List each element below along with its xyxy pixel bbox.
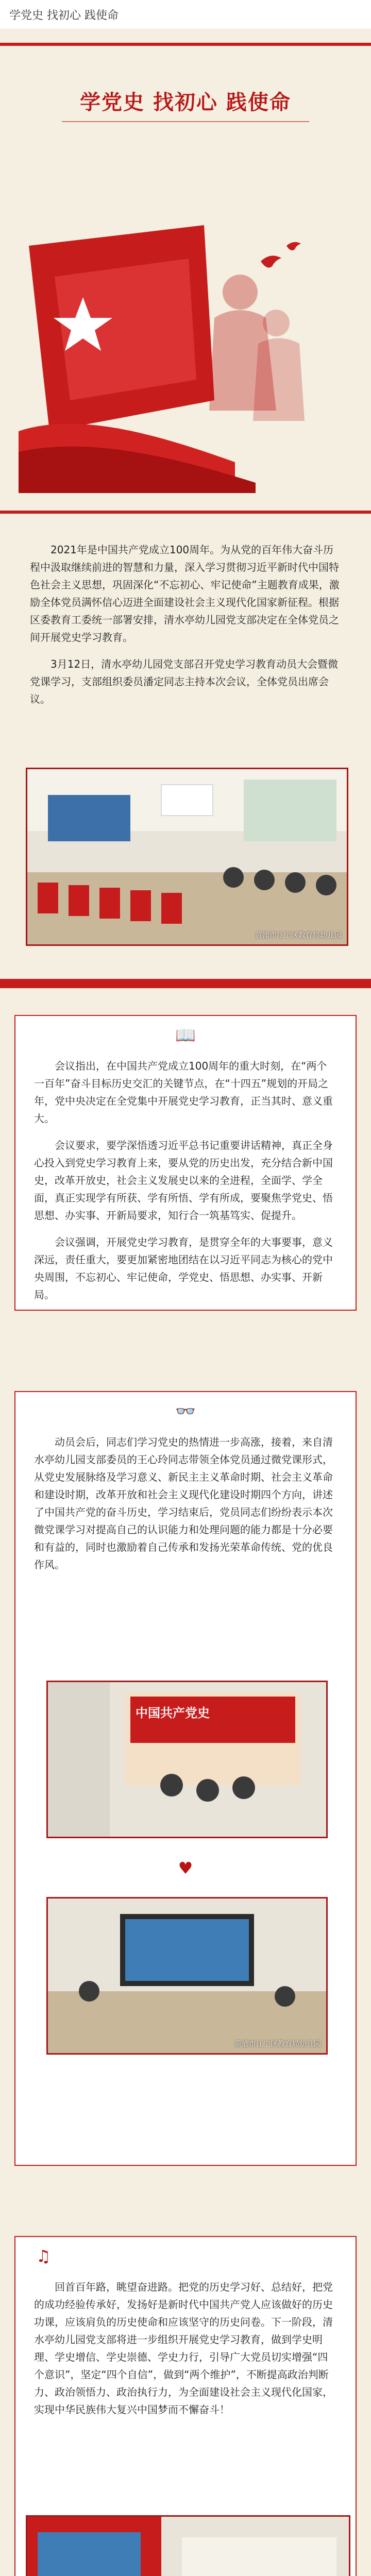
glasses-icon: 👓	[175, 1401, 196, 1421]
speaker-illustration	[48, 1899, 326, 2053]
summary-paragraph-2: 会议要求，要学深悟透习近平总书记重要讲话精神，真正全身心投入到党史学习教育上来，要从党的历史出发，充分结合新中国史，改革开放史，社会主义发展史以来的全进程，全面学、学全面，真正实现学有所获、学有所悟、学有所成，要聚焦学党史、悟思想、办实事、开新局要求，知行合一筑基笃实、促提升。	[34, 1139, 333, 1222]
meeting-photo-4	[26, 2515, 350, 2576]
saluting-figures-icon	[209, 275, 305, 421]
closing-card	[14, 2236, 357, 2576]
group-meeting-illustration	[27, 2517, 349, 2576]
party-flag-illustration	[19, 215, 307, 493]
article-title: 学党史 找初心 践使命	[9, 9, 119, 22]
meeting-photo-3	[46, 1897, 328, 2055]
photo-banner-2: 中国共产党史	[136, 1706, 210, 1720]
meeting-photo-1	[26, 768, 348, 946]
article-header-bar	[0, 0, 371, 29]
dove-icon	[261, 242, 301, 268]
intro-paragraph-2: 3月12日，清水亭幼儿园党支部召开党史学习教育动员大会暨微党课学习，支部组织委员潘定同志主持本次会议，全体党员出席会议。	[30, 658, 339, 705]
summary-paragraph-1: 会议指出，在中国共产党成立100周年的重大时刻，在“两个一百年”奋斗目标历史交汇的关键节点，在“十四五”规划的开局之年，党中央决定在全党集中开展党史学习教育，正当其时、意义重大。	[34, 1060, 333, 1125]
hero-banner	[0, 29, 371, 534]
hero-title: 学党史 找初心 践使命	[80, 91, 291, 114]
intro-paragraph-1: 2021年是中国共产党成立100周年。为从党的百年伟大奋斗历程中汲取继续前进的智慧和力量，深入学习贯彻习近平新时代中国特色社会主义思想，巩固深化“不忘初心、牢记使命”主题教育成果，激励全体党员满怀信心迈进全面建设社会主义现代化国家新征程。根据区委教育工委统一部署安排，清水亭幼儿园党支部决定在全体党员之间开展党史学习教育。	[30, 544, 340, 643]
micro-lecture-card	[14, 1391, 357, 2166]
heart-icon: ♥	[178, 1858, 193, 1878]
intro-section	[30, 541, 341, 717]
hero-divider	[62, 121, 309, 122]
meeting-room-illustration	[27, 769, 347, 944]
red-ribbon-icon	[19, 423, 256, 493]
section-divider-1	[0, 979, 371, 988]
micro-lecture-text	[34, 1433, 337, 1583]
book-icon: 📖	[175, 1025, 196, 1045]
meeting-photo-2	[46, 1681, 328, 1838]
hero-bottom-stripe	[0, 511, 371, 514]
hero-top-stripe	[0, 43, 371, 46]
photo-watermark-3: 黄浦市江宁区教育局幼儿园	[234, 2040, 321, 2048]
lecture-paragraph-1: 动员会后，同志们学习党史的热情进一步高涨，接着，来自清水亭幼儿园支部委员的王心玲同志带领全体党员通过微党课形式，从党史发展脉络及学习意义、新民主主义革命时期、社会主义革命和建设时期，改革开放和社会主义现代化建设时期四个方向，讲述了中国共产党的奋斗历史，学习结束后，党员同志们纷纷表示本次微党课学习对提高自己的认识能力和处理问题的能力都是十分必要和有益的，同时也激励着自己传承和发扬光荣革命传统、党的优良作风。	[34, 1436, 333, 1571]
photo-watermark-1: 黄浦市江宁区教育局幼儿园	[255, 931, 342, 940]
summary-paragraph-3: 会议强调，开展党史学习教育，是贯穿全年的大事要事，意义深远，责任重大，要更加紧密地团结在以习近平同志为核心的党中央周围，不忘初心、牢记使命，学党史、悟思想、办实事、开新局。	[34, 1236, 333, 1301]
music-note-icon: ♫	[36, 2246, 51, 2266]
meeting-summary-text	[34, 1057, 337, 1313]
closing-text	[34, 2278, 337, 2428]
meeting-summary-card	[14, 1015, 357, 1311]
red-flag-icon	[29, 225, 214, 431]
closing-paragraph-1: 回首百年路，眺望奋进路。把党的历史学习好、总结好，把党的成功经验传承好，发扬好是新时代中国共产党人应该做好的历史功课，应该肩负的历史使命和应该坚守的历史问卷。下一阶段，清水亭幼儿园党支部将进一步组织开展党史学习教育，做到学史明理、学史增信、学史崇德、学史力行，引导广大党员切实增强“四个意识”，坚定“四个自信”，做到“两个维护”，不断提高政治判断力、政治领悟力、政治执行力，为全面建设社会主义现代化国家，实现中华民族伟大复兴中国梦而不懈奋斗！	[34, 2281, 333, 2416]
